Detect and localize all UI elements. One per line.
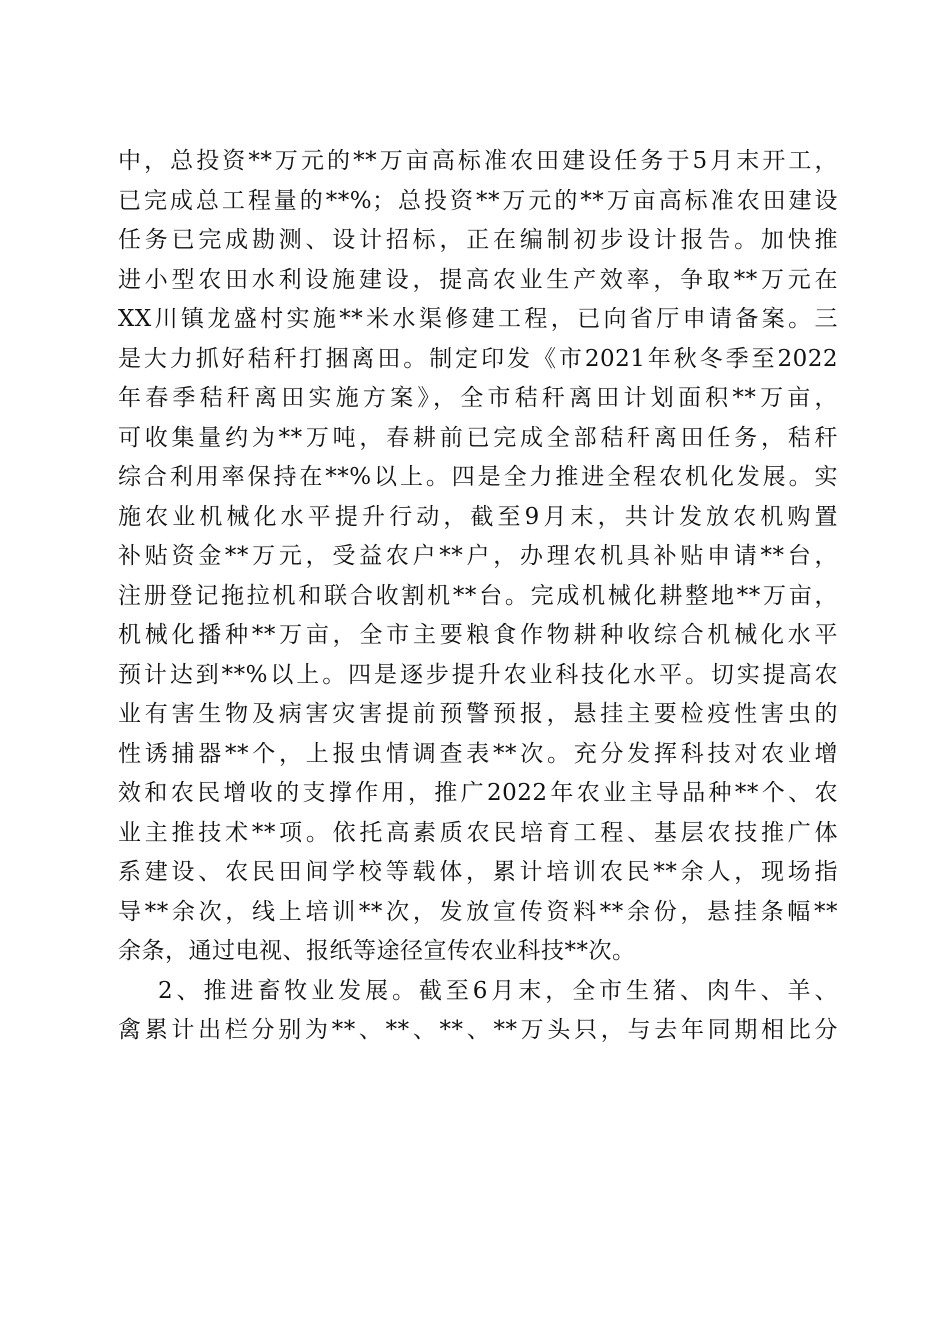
text-line: 综合利用率保持在**%以上。四是全力推进全程农机化发展。实: [118, 464, 838, 490]
text-line: 性诱捕器**个，上报虫情调查表**次。充分发挥科技对农业增: [118, 740, 838, 767]
text-line: XX川镇龙盛村实施**米水渠修建工程，已向省厅申请备案。三: [118, 306, 838, 332]
text-line: 补贴资金**万元，受益农户**户，办理农机具补贴申请**台，: [118, 543, 838, 569]
text-line: 业有害生物及病害灾害提前预警预报，悬挂主要检疫性害虫的: [118, 701, 838, 727]
text-line: 进小型农田水利设施建设，提高农业生产效率，争取**万元在: [118, 266, 838, 293]
text-line: 系建设、农民田间学校等载体，累计培训农民**余人，现场指: [118, 859, 838, 885]
text-line: 预计达到**%以上。四是逐步提升农业科技化水平。切实提高农: [118, 661, 838, 688]
text-line: 余条，通过电视、报纸等途径宣传农业科技**次。: [118, 938, 636, 964]
text-line: 中，总投资**万元的**万亩高标准农田建设任务于5月末开工，: [118, 148, 838, 174]
text-line: 是大力抓好秸秆打捆离田。制定印发《市2021年秋冬季至2022: [118, 345, 838, 372]
body-text: [118, 142, 838, 1051]
text-line: 可收集量约为**万吨，春耕前已完成全部秸秆离田任务，秸秆: [118, 424, 838, 451]
text-line: 业主推技术**项。依托高素质农民培育工程、基层农技推广体: [118, 819, 838, 846]
text-line: 禽累计出栏分别为**、**、**、**万头只，与去年同期相比分: [118, 1017, 838, 1043]
text-line: 年春季秸秆离田实施方案》，全市秸秆离田计划面积**万亩，: [118, 385, 838, 411]
paragraph-start-line: 2、推进畜牧业发展。截至6月末，全市生猪、肉牛、羊、: [158, 977, 838, 1004]
text-line: 机械化播种**万亩，全市主要粮食作物耕种收综合机械化水平: [118, 622, 838, 648]
text-line: 任务已完成勘测、设计招标，正在编制初步设计报告。加快推: [118, 227, 838, 253]
text-line: 效和农民增收的支撑作用，推广2022年农业主导品种**个、农: [118, 780, 838, 806]
text-line: 导**余次，线上培训**次，发放宣传资料**余份，悬挂条幅**: [118, 898, 838, 925]
text-line: 注册登记拖拉机和联合收割机**台。完成机械化耕整地**万亩，: [118, 582, 838, 609]
text-line: 施农业机械化水平提升行动，截至9月末，共计发放农机购置: [118, 503, 838, 530]
text-line: 已完成总工程量的**%；总投资**万元的**万亩高标准农田建设: [118, 187, 838, 214]
